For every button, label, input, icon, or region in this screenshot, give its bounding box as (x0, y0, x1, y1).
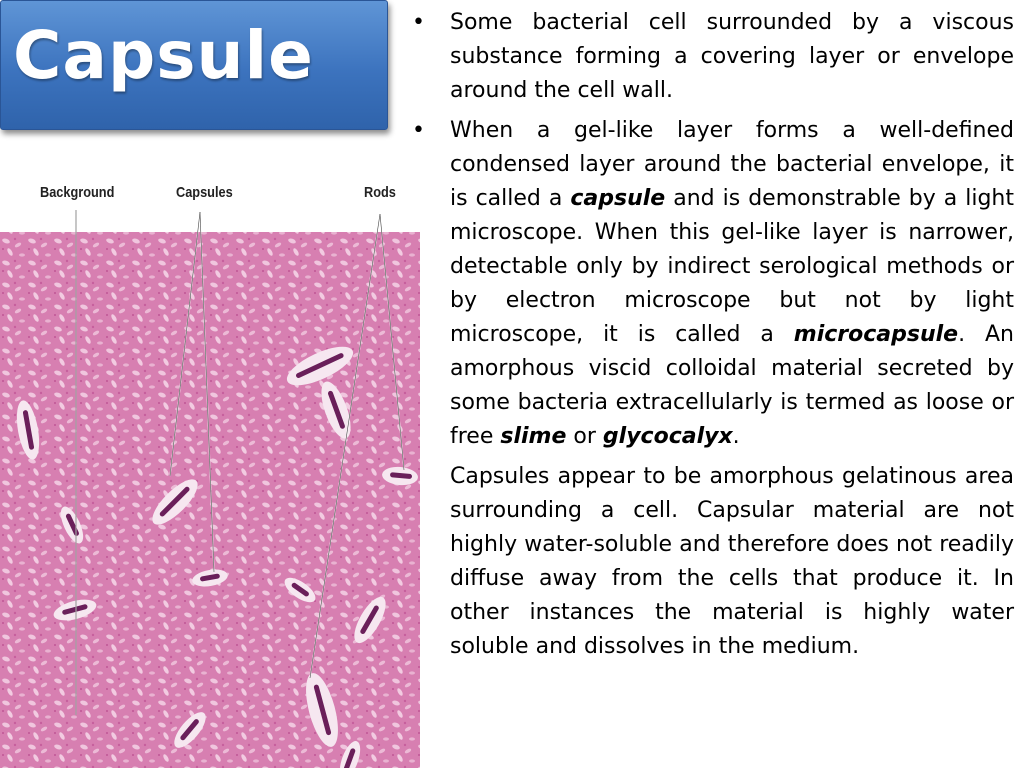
bullet-text: and is demonstrable by a light microscope. When this gel-like layer is narrower, detectable only by indirect serological methods or by electron microscope but not by light microscope, it is called a (450, 186, 1014, 347)
term-glycocalyx: glycocalyx (602, 424, 733, 449)
term-microcapsule: microcapsule (793, 322, 959, 347)
bullet-text: or (566, 424, 603, 449)
micrograph-illustration (0, 170, 420, 768)
title-banner (0, 0, 388, 130)
bullet-item (412, 6, 1014, 108)
bullet-marker: • (412, 10, 425, 35)
capsule-stain-figure (0, 170, 420, 768)
body-paragraph: Capsules appear to be amorphous gelatinous area surrounding a cell. Capsular material are not highly water-soluble and therefore does not readily diffuse away from the cells that produce it. In other instances the material is highly water soluble and dissolves in the medium. (450, 464, 1014, 659)
bullet-text: . An amorphous viscid colloidal material secreted by some bacteria extracellularly is termed as loose or free (450, 322, 1014, 449)
bullet-text: . (732, 424, 740, 449)
bullet-marker: • (412, 118, 425, 143)
slide-title: Capsule (13, 17, 314, 94)
label-rods: Rods (364, 184, 396, 201)
bullet-text: Some bacterial cell surrounded by a viscous substance forming a covering layer or envelope around the cell wall. (450, 10, 1014, 103)
label-background: Background (40, 184, 115, 201)
term-slime: slime (500, 424, 567, 449)
bullet-item (412, 114, 1014, 454)
slide-body (412, 6, 1014, 664)
bullet-text: When a gel-like layer forms a well-defined condensed layer around the bacterial envelope, it is called a (450, 118, 1014, 211)
term-capsule: capsule (570, 186, 666, 211)
label-capsules: Capsules (176, 184, 233, 201)
stain-background (0, 232, 420, 768)
